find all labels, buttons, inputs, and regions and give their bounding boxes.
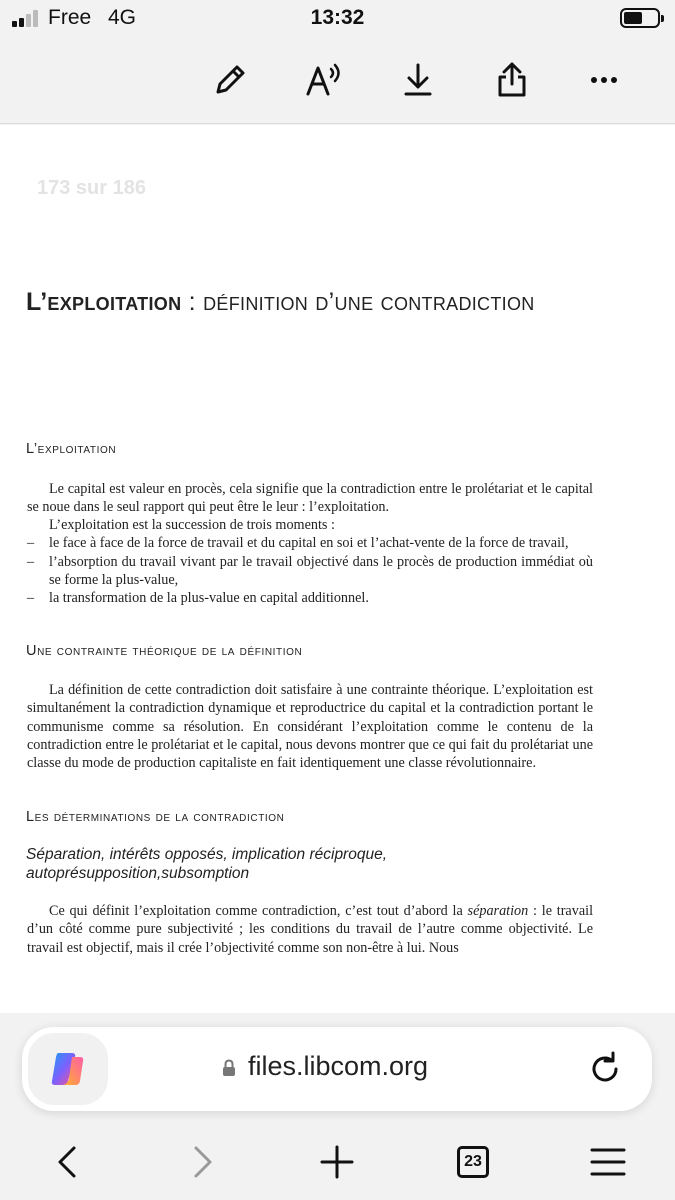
download-icon[interactable] — [394, 56, 442, 104]
paragraph-text: La définition de cette contradiction doit satisfaire à une contrainte théorique. L’exploitation est simultanément la contradiction dynamique et reproductrice du capital et la contradiction portant le communisme comme sa résolution. En considérant l’exploitation comme le contenu de la contradiction entre le prolétariat et le capital, nous devons montrer que ce qui fait du prolétariat une classe du mode de production capitaliste en fait identiquement une classe révolutionnaire. — [27, 682, 593, 772]
copilot-button[interactable] — [28, 1033, 108, 1105]
title-rest: : définition d’une contradiction — [181, 288, 535, 316]
chevron-right-icon — [188, 1144, 218, 1180]
share-icon[interactable] — [488, 56, 536, 104]
paragraph-text-end: : le travail d’un côté comme pure subjectivité ; les conditions du travail de l’autre comme objectivité. Le travail est objectif, mais il crée l’objectivité comme son non-être à lui. Nous — [27, 903, 594, 956]
chapter-title — [26, 283, 636, 321]
battery-icon — [620, 8, 660, 28]
battery-fill — [624, 12, 642, 24]
paragraph — [27, 480, 593, 517]
moments-list — [27, 516, 593, 607]
lock-icon — [222, 1059, 236, 1077]
forward-button[interactable] — [181, 1140, 225, 1184]
copilot-icon — [46, 1047, 90, 1091]
hamburger-icon — [589, 1145, 627, 1179]
url-text[interactable]: files.libcom.org — [248, 1051, 429, 1081]
emphasis-separation: séparation — [467, 903, 529, 919]
pencil-icon[interactable] — [206, 56, 254, 104]
status-bar — [0, 0, 675, 40]
chevron-left-icon — [52, 1144, 82, 1180]
section-heading: Une contrainte théorique de la définition — [26, 643, 303, 659]
bottom-navigation — [0, 1120, 675, 1200]
tabs-button[interactable] — [451, 1140, 495, 1184]
list-dash: – — [27, 553, 35, 570]
title-strong: L’exploitation — [26, 288, 182, 316]
new-tab-button[interactable] — [315, 1140, 359, 1184]
read-aloud-icon[interactable] — [300, 56, 348, 104]
menu-button[interactable] — [586, 1140, 630, 1184]
plus-icon — [319, 1144, 355, 1180]
page-counter: 173 sur 186 — [37, 177, 146, 199]
carrier-name: Free — [48, 6, 92, 29]
paragraph — [27, 681, 593, 772]
paragraph — [27, 902, 593, 957]
list-item — [27, 534, 593, 552]
list-dash: – — [27, 590, 35, 607]
status-time: 13:32 — [310, 6, 365, 29]
section-heading: Les déterminations de la contradiction — [26, 809, 285, 825]
paragraph-text-start: Ce qui définit l’exploitation comme contradiction, c’est tout d’abord la — [49, 903, 468, 919]
tab-count: 23 — [457, 1146, 489, 1178]
network-type: 4G — [108, 6, 137, 29]
list-dash: – — [27, 535, 35, 552]
reload-icon[interactable] — [585, 1049, 625, 1089]
list-item — [27, 589, 593, 607]
more-icon[interactable] — [580, 56, 628, 104]
list-item-text: la transformation de la plus-value en capital additionnel. — [49, 590, 369, 607]
paragraph-text — [27, 902, 593, 957]
back-button[interactable] — [45, 1140, 89, 1184]
list-item-text: le face à face de la force de travail et du capital en soi et l’achat-vente de la force de travail, — [49, 535, 569, 552]
list-item-text: l’absorption du travail vivant par le travail objectivé dans le procès de production immédiat où se forme la plus-value, — [49, 553, 593, 588]
list-intro: L’exploitation est la succession de trois moments : — [49, 517, 335, 533]
address-bar[interactable] — [22, 1027, 652, 1111]
list-item — [27, 553, 593, 590]
section-subtitle: Séparation, intérêts opposés, implication réciproque, autoprésupposition,subsomption — [26, 846, 388, 882]
section-heading: L’exploitation — [26, 441, 117, 457]
pdf-page-viewport[interactable] — [0, 125, 675, 1013]
pdf-toolbar — [0, 40, 675, 124]
paragraph-text: Le capital est valeur en procès, cela signifie que la contradiction entre le prolétariat et le capital se noue dans le seul rapport qui peut être le leur : l’exploitation. — [27, 481, 593, 516]
battery-nub — [661, 15, 664, 22]
